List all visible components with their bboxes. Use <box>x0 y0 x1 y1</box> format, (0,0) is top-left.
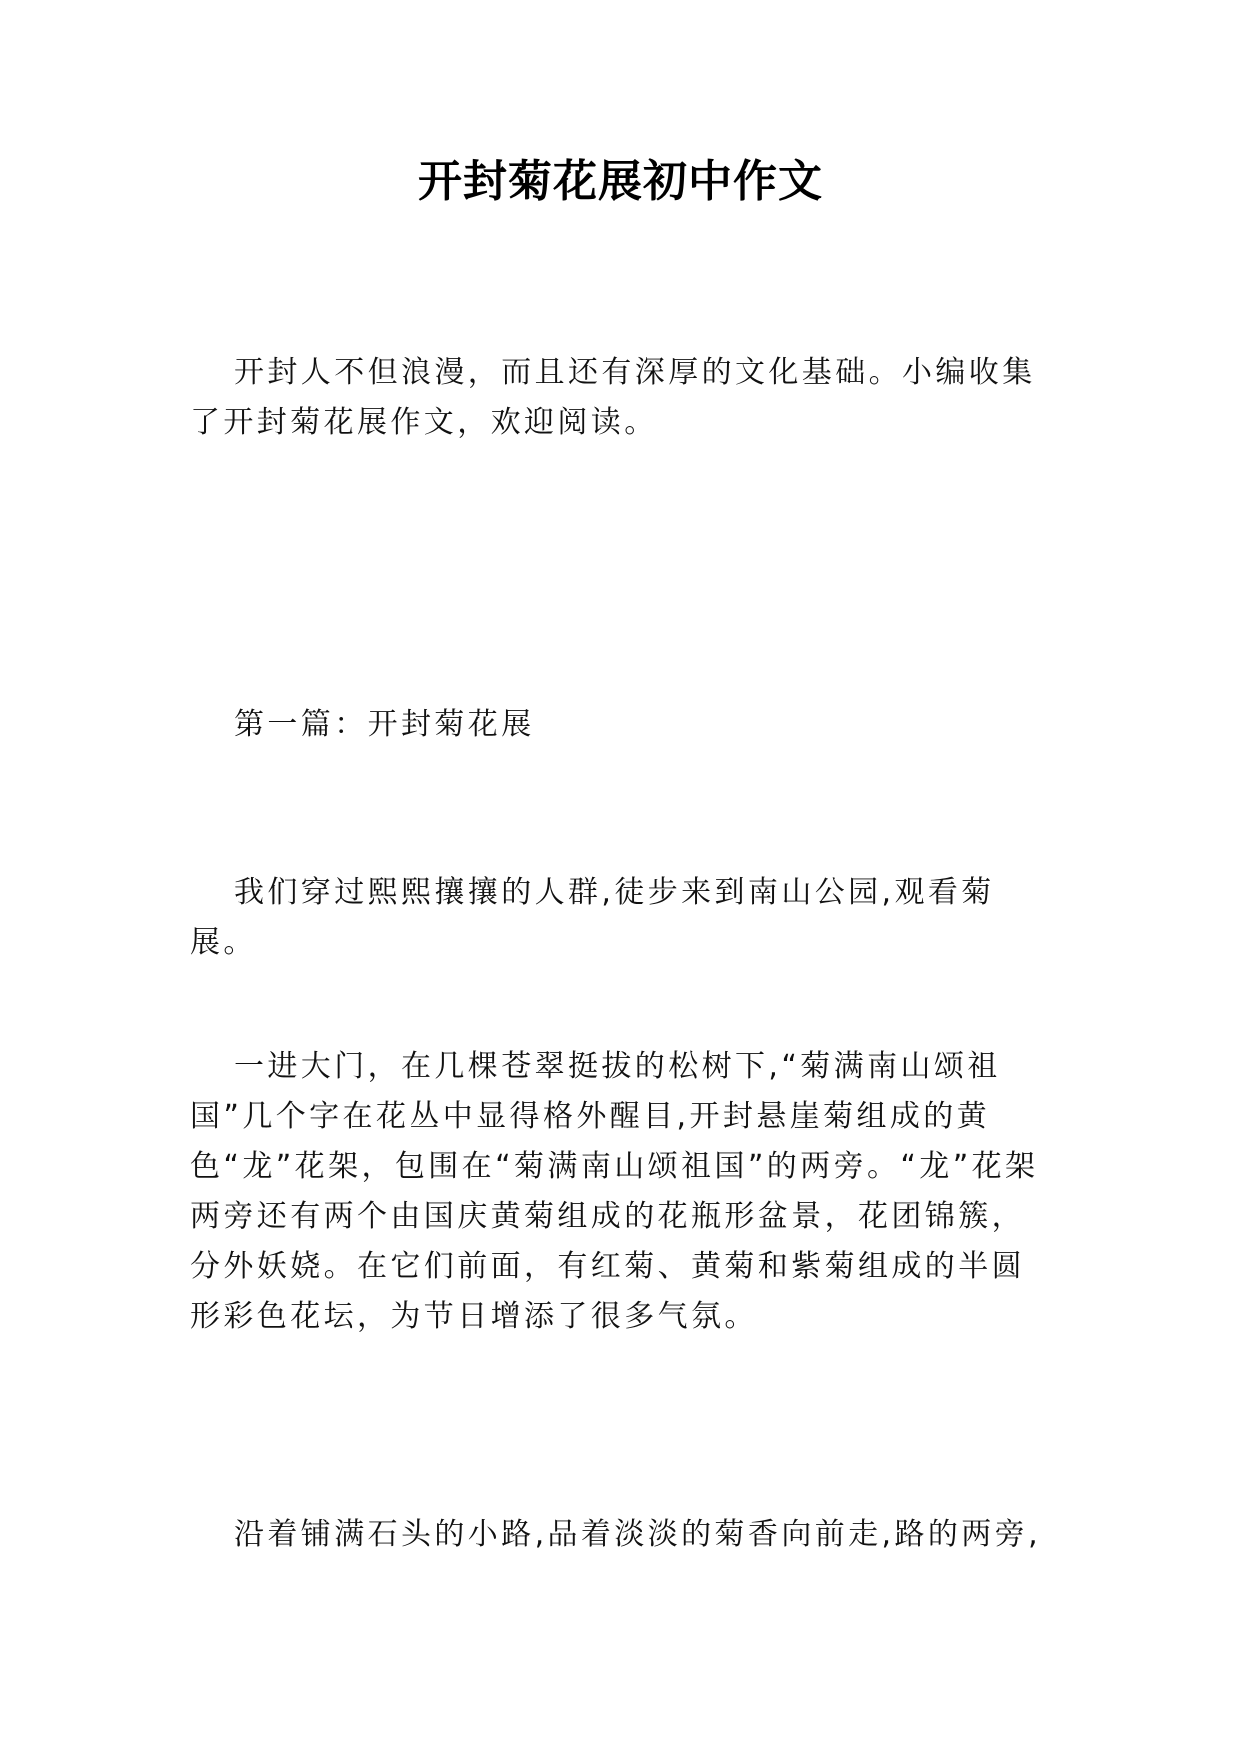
section-heading: 第一篇：开封菊花展 <box>234 707 535 742</box>
document-title: 开封菊花展初中作文 <box>418 156 823 207</box>
body-paragraph-path: 沿着铺满石头的小路,品着淡淡的菊香向前走,路的两旁, <box>234 1517 1042 1552</box>
body-paragraph-arrive: 我们穿过熙熙攘攘的人群,徒步来到南山公园,观看菊展。 <box>190 875 995 960</box>
intro-paragraph: 开封人不但浪漫，而且还有深厚的文化基础。小编收集了开封菊花展作文，欢迎阅读。 <box>190 355 1036 440</box>
body-paragraph-gate: 一进大门，在几棵苍翠挺拔的松树下,“菊满南山颂祖国”几个字在花丛中显得格外醒目,开封悬崖菊组成的黄色“龙”花架，包围在“菊满南山颂祖国”的两旁。“龙”花架两旁还有两个由国庆黄菊组成的花瓶形盆景，花团锦簇，分外妖娆。在它们前面，有红菊、黄菊和紫菊组成的半圆形彩色花坛，为节日增添了很多气氛。 <box>190 1049 1039 1334</box>
